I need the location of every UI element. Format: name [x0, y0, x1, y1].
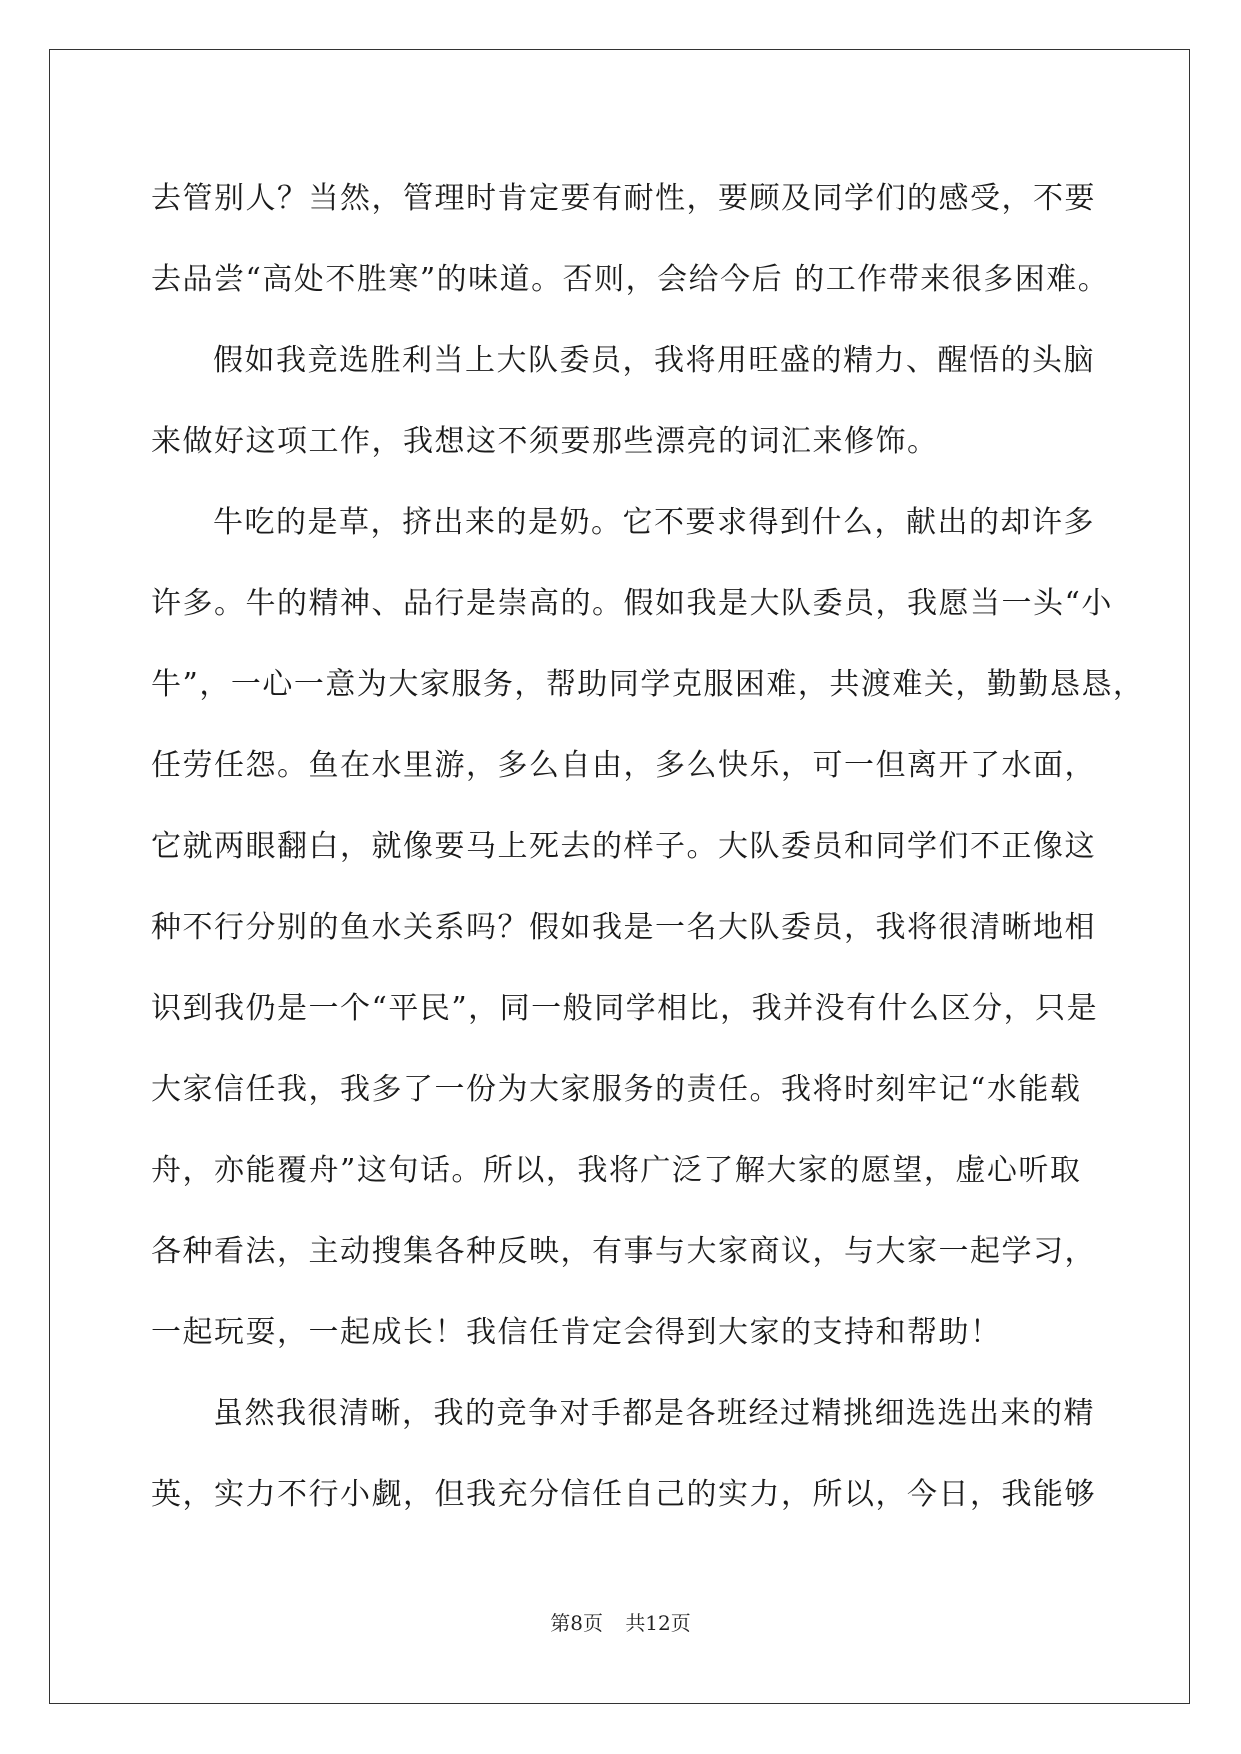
text-line: 假如我竞选胜利当上大队委员，我将用旺盛的精力、醒悟的头脑 — [213, 343, 1095, 378]
text-line: 英，实力不行小觑，但我充分信任自己的实力，所以，今日，我能够 — [151, 1477, 1096, 1512]
text-line: 牛吃的是草，挤出来的是奶。它不要求得到什么，献出的却许多 — [213, 505, 1095, 540]
text-line: 牛”，一心一意为大家服务，帮助同学克服困难，共渡难关，勤勤恳恳， — [151, 667, 1145, 702]
text-line: 任劳任怨。鱼在水里游，多么自由，多么快乐，可一但离开了水面， — [151, 748, 1096, 783]
text-line: 虽然我很清晰，我的竞争对手都是各班经过精挑细选选出来的精 — [213, 1396, 1095, 1431]
text-line: 各种看法，主动搜集各种反映，有事与大家商议，与大家一起学习， — [151, 1234, 1096, 1269]
document-body — [151, 158, 1145, 1535]
text-line: 许多。牛的精神、品行是崇高的。假如我是大队委员，我愿当一头“小 — [151, 586, 1113, 621]
text-line: 来做好这项工作，我想这不须要那些漂亮的词汇来修饰。 — [151, 424, 939, 459]
page-footer — [0, 1607, 1241, 1636]
text-line: 种不行分别的鱼水关系吗？假如我是一名大队委员，我将很清晰地相 — [151, 910, 1096, 945]
text-line: 一起玩耍，一起成长！我信任肯定会得到大家的支持和帮助！ — [151, 1315, 1002, 1350]
text-line: 去品尝“高处不胜寒”的味道。否则，会给今后 的工作带来很多困难。 — [151, 262, 1110, 297]
text-line: 舟，亦能覆舟”这句话。所以，我将广泛了解大家的愿望，虚心听取 — [151, 1153, 1082, 1188]
page-number-current: 第8页 — [550, 1611, 603, 1635]
page-number-total: 共12页 — [625, 1611, 691, 1635]
text-line: 大家信任我，我多了一份为大家服务的责任。我将时刻牢记“水能载 — [151, 1072, 1082, 1107]
text-line: 它就两眼翻白，就像要马上死去的样子。大队委员和同学们不正像这 — [151, 829, 1096, 864]
text-line: 去管别人？当然，管理时肯定要有耐性，要顾及同学们的感受，不要 — [151, 181, 1096, 216]
text-line: 识到我仍是一个“平民”，同一般同学相比，我并没有什么区分，只是 — [151, 991, 1099, 1026]
